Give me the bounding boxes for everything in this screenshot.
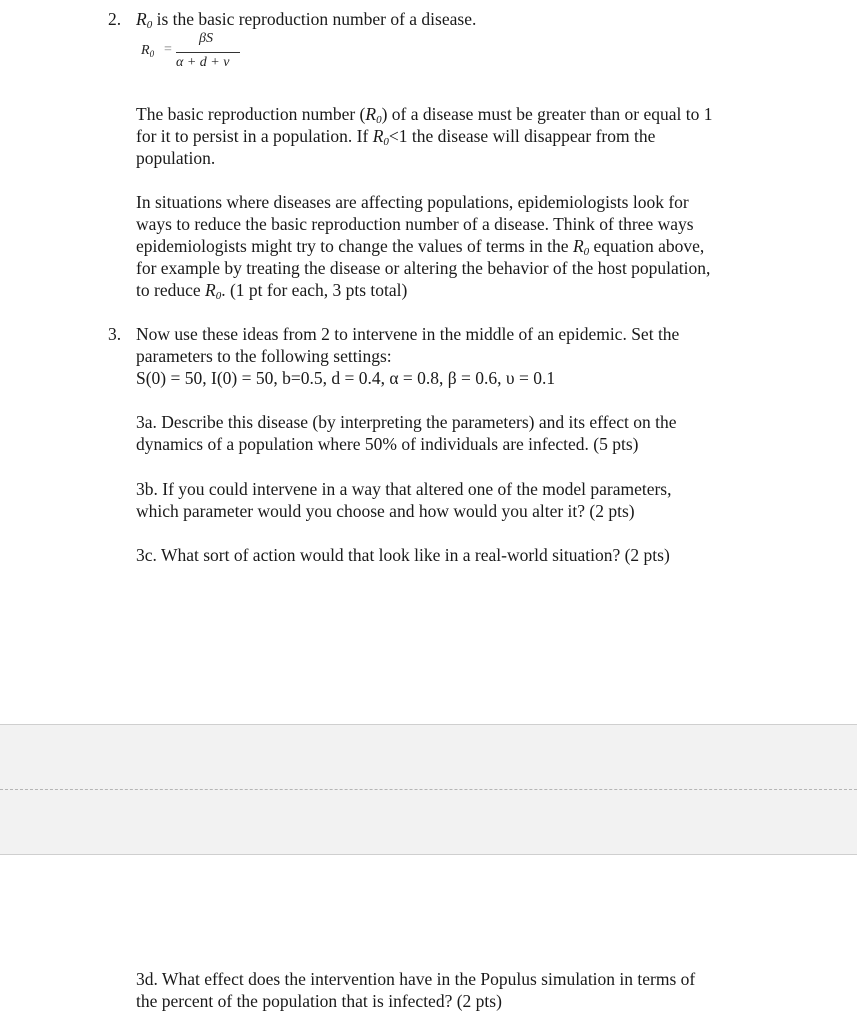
q3a-line1: 3a. Describe this disease (by interpreting the parameters) and its effect on the: [136, 412, 677, 432]
q2-para2-line3: epidemiologists might try to change the values of terms in the $R_0$ equation above,: [136, 236, 705, 258]
q2-para1-line2: for it to persist in a population. If $R_0<1$ the disease will disappear from the: [136, 126, 656, 148]
r0-symbol: $R_0$: [572, 236, 590, 258]
formula-equals: =: [164, 42, 172, 57]
q2-para1-line1: The basic reproduction number $(R_0)$ of a disease must be greater than or equal to 1: [136, 104, 713, 126]
q3-number: 3.: [108, 324, 122, 344]
q3a-line2: dynamics of a population where 50% of individuals are infected. (5 pts): [136, 434, 639, 454]
r0-symbol: $R_0$: [136, 9, 153, 31]
page-break-dashed-line: [0, 789, 857, 790]
q3-line2: parameters to the following settings:: [136, 346, 392, 366]
q3-parameters: S(0) = 50, I(0) = 50, b=0.5, d = 0.4, α = 0.8, β = 0.6, υ = 0.1: [136, 368, 556, 388]
q2-para2-line5: to reduce $R_0$. (1 pt for each, 3 pts total): [136, 280, 408, 302]
q2-title: $R_0$ is the basic reproduction number of a disease.: [136, 9, 477, 31]
q3b-line2: which parameter would you choose and how would you alter it? (2 pts): [136, 501, 635, 521]
r0-symbol: $R_0$: [365, 104, 382, 126]
q2-para2-line1: In situations where diseases are affecting populations, epidemiologists look for: [136, 192, 689, 212]
page-break-bottom-border: [0, 854, 857, 855]
q2-para2-line4: for example by treating the disease or altering the behavior of the host population,: [136, 258, 711, 278]
q3-line1: Now use these ideas from 2 to intervene in the middle of an epidemic. Set the: [136, 324, 680, 344]
fraction-bar: [176, 52, 240, 53]
q2-number: 2.: [108, 9, 122, 29]
q3c-line1: 3c. What sort of action would that look like in a real-world situation? (2 pts): [136, 545, 670, 565]
q2-para1-line3: population.: [136, 148, 216, 168]
q3d-line2: the percent of the population that is infected? (2 pts): [136, 991, 502, 1011]
formula-denominator: α + d + v: [176, 55, 230, 70]
q3d-line1: 3d. What effect does the intervention have in the Populus simulation in terms of: [136, 969, 696, 989]
formula-numerator: βS: [199, 31, 213, 46]
q2-para2-line2: ways to reduce the basic reproduction number of a disease. Think of three ways: [136, 214, 694, 234]
r0-symbol: $R_0$: [372, 126, 389, 148]
page-break-top-border: [0, 724, 857, 725]
r0-symbol: $R_0$: [205, 280, 222, 302]
formula-lhs: $R_0$: [141, 43, 155, 59]
q3b-line1: 3b. If you could intervene in a way that altered one of the model parameters,: [136, 479, 672, 499]
